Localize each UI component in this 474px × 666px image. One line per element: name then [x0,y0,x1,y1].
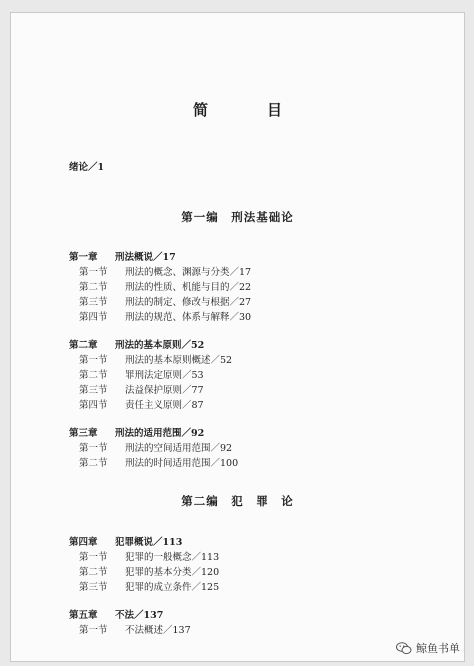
section-title: 刑法的概念、渊源与分类／17 [125,267,252,278]
section-label: 第一节 [79,552,108,563]
chapter-label: 第五章 [69,610,98,621]
chapter-title: 刑法概说／17 [115,252,176,263]
section-entry [79,455,238,469]
part-heading: 第二编 犯 罪 论 [181,494,294,508]
section-title: 刑法的性质、机能与目的／22 [125,282,252,293]
part-heading: 第一编 刑法基础论 [181,210,294,224]
chapter-title: 刑法的适用范围／92 [115,428,205,439]
section-label: 第四节 [79,400,108,411]
section-entry [79,264,251,278]
chapter-label: 第四章 [69,537,98,548]
intro-entry: 绪论／1 [69,162,105,173]
book-page [10,12,465,662]
chapter-entry [69,425,204,439]
chapter-entry [69,534,182,548]
section-entry [79,440,232,454]
section-title: 犯罪的一般概念／113 [125,552,220,563]
section-title: 刑法的空间适用范围／92 [125,443,233,454]
chapter-title: 刑法的基本原则／52 [115,340,205,351]
section-title: 不法概述／137 [125,625,191,636]
section-title: 刑法的制定、修改与根据／27 [125,297,252,308]
page-title: 简 目 [192,101,304,119]
chapter-entry [69,337,204,351]
section-label: 第三节 [79,582,108,593]
section-title: 犯罪的成立条件／125 [125,582,220,593]
section-label: 第二节 [79,282,108,293]
section-title: 刑法的时间适用范围／100 [125,458,239,469]
chapter-entry [69,249,176,263]
section-label: 第一节 [79,625,108,636]
section-label: 第二节 [79,567,108,578]
chapter-title: 犯罪概说／113 [115,537,183,548]
section-label: 第二节 [79,370,108,381]
section-title: 犯罪的基本分类／120 [125,567,220,578]
watermark [396,640,460,656]
chapter-label: 第二章 [69,340,98,351]
chapter-entry [69,607,163,621]
section-entry [79,352,232,366]
section-title: 责任主义原则／87 [125,400,204,411]
section-entry [79,397,204,411]
section-title: 刑法的规范、体系与解释／30 [125,312,252,323]
section-title: 刑法的基本原则概述／52 [125,355,233,366]
section-title: 法益保护原则／77 [125,385,204,396]
chapter-title: 不法／137 [115,610,164,621]
chapter-label: 第一章 [69,252,98,263]
section-entry [79,622,191,636]
section-title: 罪刑法定原则／53 [125,370,204,381]
chapter-label: 第三章 [69,428,98,439]
section-entry [79,549,219,563]
section-entry [79,382,204,396]
section-label: 第三节 [79,385,108,396]
section-label: 第一节 [79,355,108,366]
section-label: 第四节 [79,312,108,323]
section-entry [79,294,251,308]
section-label: 第三节 [79,297,108,308]
watermark-text: 鲸鱼书单 [416,642,460,655]
section-label: 第二节 [79,458,108,469]
section-label: 第一节 [79,443,108,454]
wechat-icon [396,642,412,655]
section-entry [79,309,251,323]
section-entry [79,579,219,593]
section-entry [79,367,204,381]
section-entry [79,279,251,293]
section-entry [79,564,219,578]
section-label: 第一节 [79,267,108,278]
